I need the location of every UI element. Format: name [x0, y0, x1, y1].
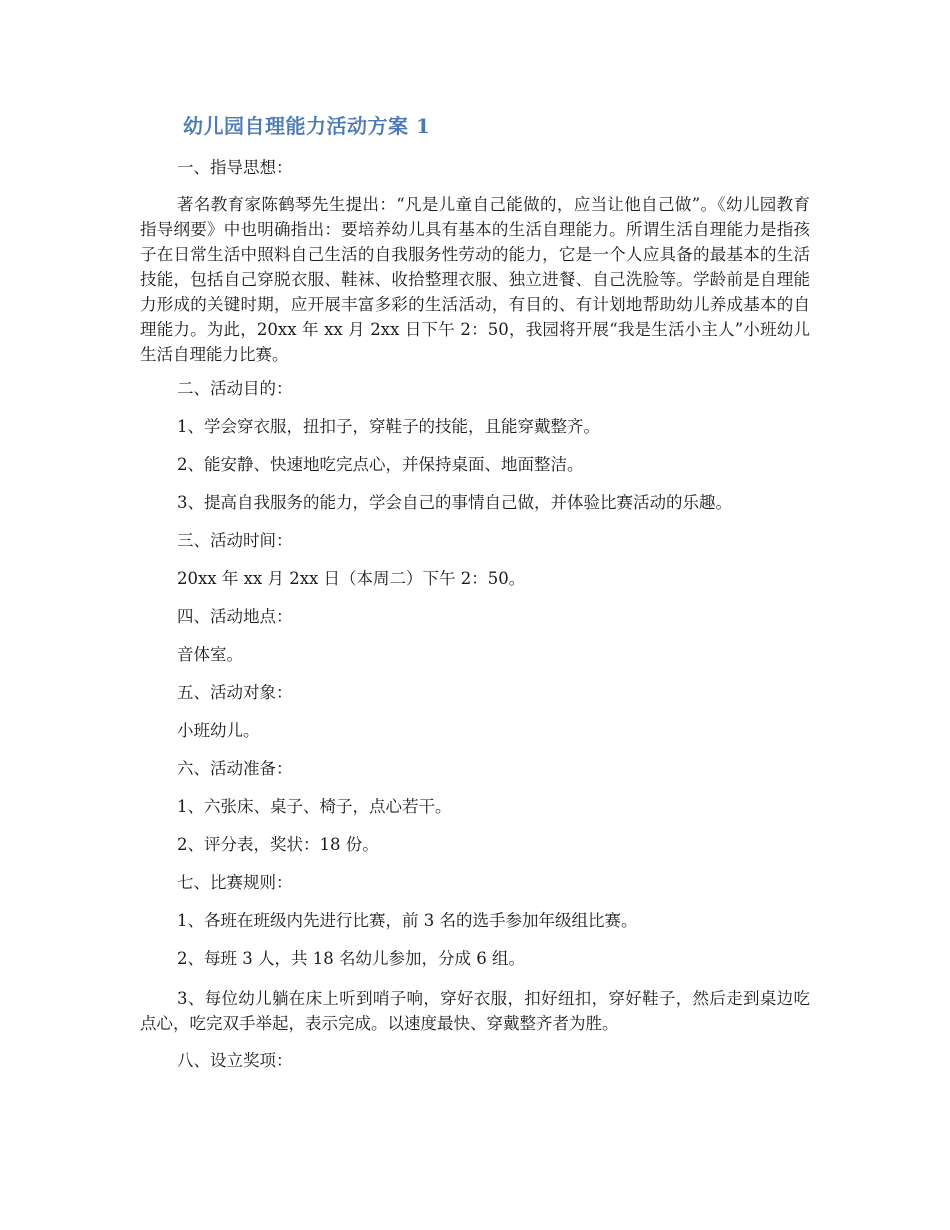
section-heading-guiding-thought: 一、指导思想：: [177, 158, 293, 177]
section-heading-rules: 七、比赛规则：: [177, 873, 293, 892]
paragraph-audience: 小班幼儿。: [177, 721, 260, 740]
list-item-purpose-2: 2、能安静、快速地吃完点心，并保持桌面、地面整洁。: [177, 455, 584, 474]
list-item-purpose-1: 1、学会穿衣服，扭扣子，穿鞋子的技能，且能穿戴整齐。: [177, 417, 600, 436]
paragraph-time: 20xx 年 xx 月 2xx 日（本周二）下午 2：50。: [177, 569, 526, 588]
section-heading-time: 三、活动时间：: [177, 531, 293, 550]
list-item-rules-1: 1、各班在班级内先进行比赛，前 3 名的选手参加年级组比赛。: [177, 911, 638, 930]
document-title: 幼儿园自理能力活动方案 1: [183, 114, 431, 138]
section-heading-awards: 八、设立奖项：: [177, 1051, 293, 1070]
list-item-rules-3: 3、每位幼儿躺在床上听到哨子响，穿好衣服，扣好纽扣，穿好鞋子，然后走到桌边吃点心，吃完双手举起，表示完成。以速度最快、穿戴整齐者为胜。: [140, 989, 810, 1033]
section-heading-preparation: 六、活动准备：: [177, 759, 293, 778]
list-item-rules-2: 2、每班 3 人，共 18 名幼儿参加，分成 6 组。: [177, 949, 525, 968]
section-heading-location: 四、活动地点：: [177, 607, 293, 626]
list-item-preparation-2: 2、评分表，奖状：18 份。: [177, 835, 379, 854]
paragraph-guiding-thought: 著名教育家陈鹤琴先生提出：“凡是儿童自己能做的，应当让他自己做”。《幼儿园教育指导纲要》中也明确指出：要培养幼儿具有基本的生活自理能力。所谓生活自理能力是指孩子在日常生活中照料自己生活的自我服务性劳动的能力，它是一个人应具备的最基本的生活技能，包括自己穿脱衣服、鞋袜、收拾整理衣服、独立进餐、自己洗脸等。学龄前是自理能力形成的关键时期，应开展丰富多彩的生活活动，有目的、有计划地帮助幼儿养成基本的自理能力。为此，20xx 年 xx 月 2xx 日下午 2：50，我园将开展“我是生活小主人”小班幼儿生活自理能力比赛。: [140, 195, 810, 364]
list-item-purpose-3: 3、提高自我服务的能力，学会自己的事情自己做，并体验比赛活动的乐趣。: [177, 493, 732, 512]
section-heading-purpose: 二、活动目的：: [177, 379, 293, 398]
section-heading-audience: 五、活动对象：: [177, 683, 293, 702]
paragraph-location: 音体室。: [177, 645, 243, 664]
list-item-preparation-1: 1、六张床、桌子、椅子，点心若干。: [177, 797, 452, 816]
